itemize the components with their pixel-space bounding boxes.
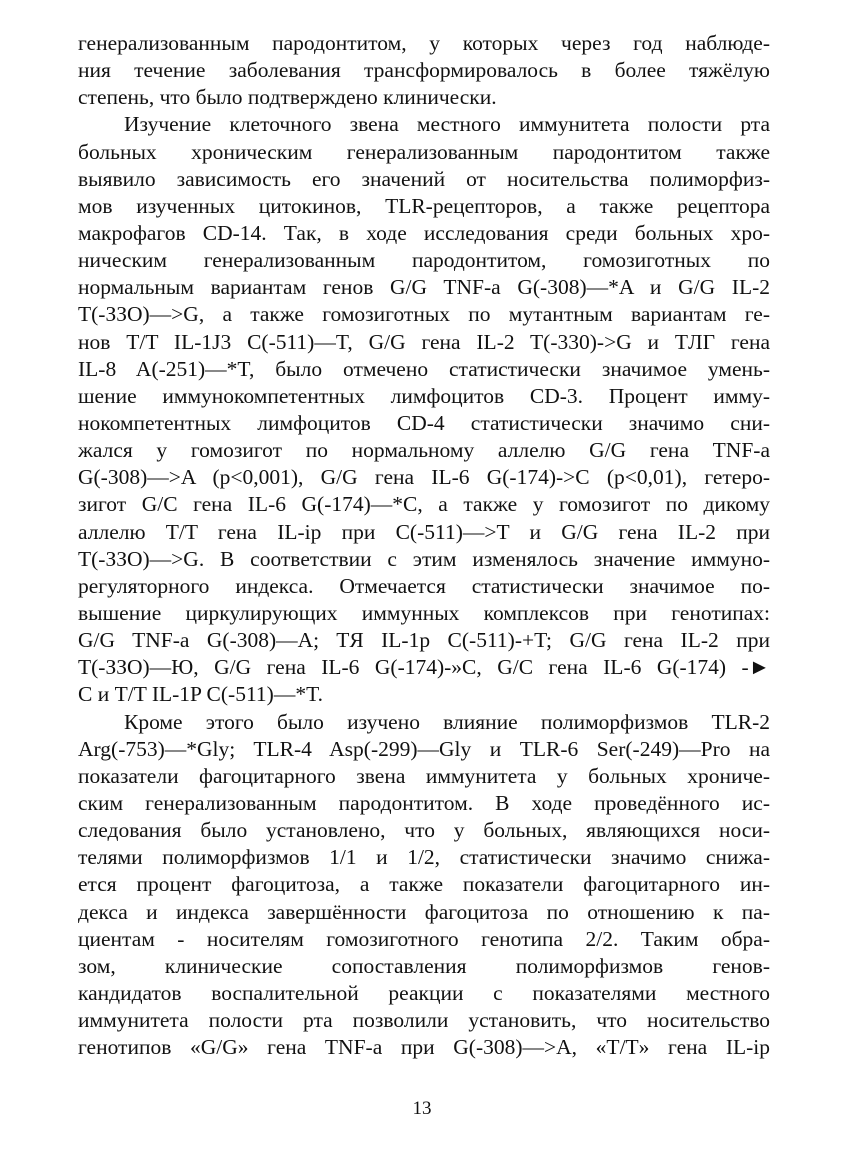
paragraph [78, 30, 770, 111]
text-line: макрофагов CD-14. Так, в ходе исследования среди больных хро- [78, 220, 770, 245]
text-line: T(-ЗЗО)—Ю, G/G гена IL-6 G(-174)-»C, G/C гена IL-6 G(-174) -► [78, 655, 770, 680]
text-line: G/G TNF-a G(-308)—A; TЯ IL-1p C(-511)-+T; G/G гена IL-2 при [78, 628, 770, 653]
text-line: T(-ЗЗО)—>G, а также гомозиготных по мутантным вариантам ге- [78, 302, 770, 327]
text-line: генотипов «G/G» гена TNF-a при G(-308)—>A, «T/T» гена IL-ip [78, 1035, 770, 1060]
text-line: Кроме этого было изучено влияние полиморфизмов TLR-2 [124, 709, 770, 734]
text-line: Arg(-753)—*Gly; TLR-4 Asp(-299)—Gly и TLR-6 Ser(-249)—Pro на [78, 736, 770, 761]
text-line: аллелю T/T гена IL-ip при C(-511)—>T и G/G гена IL-2 при [78, 519, 770, 544]
text-line: G(-308)—>A (p<0,001), G/G гена IL-6 G(-174)->C (p<0,01), гетеро- [78, 465, 770, 490]
text-line: больных хроническим генерализованным пародонтитом также [78, 139, 770, 164]
text-line: кандидатов воспалительной реакции с показателями местного [78, 980, 770, 1005]
text-line: регуляторного индекса. Отмечается статистически значимое по- [78, 573, 770, 598]
text-line: нормальным вариантам генов G/G TNF-a G(-308)—*A и G/G IL-2 [78, 275, 770, 300]
text-line: C и T/T IL-1P C(-511)—*T. [78, 682, 323, 707]
text-line: ническим генерализованным пародонтитом, гомозиготных по [78, 248, 770, 273]
text-line: мов изученных цитокинов, TLR-рецепторов, а также рецептора [78, 193, 770, 218]
text-line: жался у гомозигот по нормальному аллелю G/G гена TNF-a [78, 438, 770, 463]
page-body [78, 30, 770, 1061]
text-line: вышение циркулирующих иммунных комплексов при генотипах: [78, 600, 770, 625]
text-line: декса и индекса завершённости фагоцитоза по отношению к па- [78, 899, 770, 924]
text-line: зом, клинические сопоставления полиморфизмов генов- [78, 953, 770, 978]
text-line: циентам - носителям гомозиготного генотипа 2/2. Таким обра- [78, 926, 770, 951]
text-line: нов T/T IL-1J3 C(-511)—T, G/G гена IL-2 T(-330)->G и TЛГ гена [78, 329, 770, 354]
text-line: шение иммунокомпетентных лимфоцитов CD-3. Процент имму- [78, 383, 770, 408]
text-line: Изучение клеточного звена местного иммунитета полости рта [124, 112, 770, 137]
paragraph [78, 709, 770, 1062]
text-line: ния течение заболевания трансформировалось в более тяжёлую [78, 58, 770, 83]
text-line: телями полиморфизмов 1/1 и 1/2, статистически значимо снижа- [78, 845, 770, 870]
text-line: ским генерализованным пародонтитом. В ходе проведённого ис- [78, 790, 770, 815]
page-number: 13 [412, 1098, 432, 1119]
text-line: зигот G/C гена IL-6 G(-174)—*C, а также у гомозигот по дикому [78, 492, 770, 517]
text-line: T(-ЗЗО)—>G. В соответствии с этим изменялось значение иммуно- [78, 546, 770, 571]
text-line: IL-8 A(-251)—*T, было отмечено статистически значимое умень- [78, 356, 770, 381]
text-line: показатели фагоцитарного звена иммунитета у больных хрониче- [78, 763, 770, 788]
text-line: следования было установлено, что у больных, являющихся носи- [78, 818, 770, 843]
text-line: степень, что было подтверждено клинически. [78, 85, 497, 110]
text-line: генерализованным пародонтитом, у которых через год наблюде- [78, 31, 770, 55]
text-line: выявило зависимость его значений от носительства полиморфиз- [78, 166, 770, 191]
text-line: нокомпетентных лимфоцитов CD-4 статистически значимо сни- [78, 410, 770, 435]
text-line: иммунитета полости рта позволили установить, что носительство [78, 1008, 770, 1033]
paragraph [78, 111, 770, 708]
text-line: ется процент фагоцитоза, а также показатели фагоцитарного ин- [78, 872, 770, 897]
